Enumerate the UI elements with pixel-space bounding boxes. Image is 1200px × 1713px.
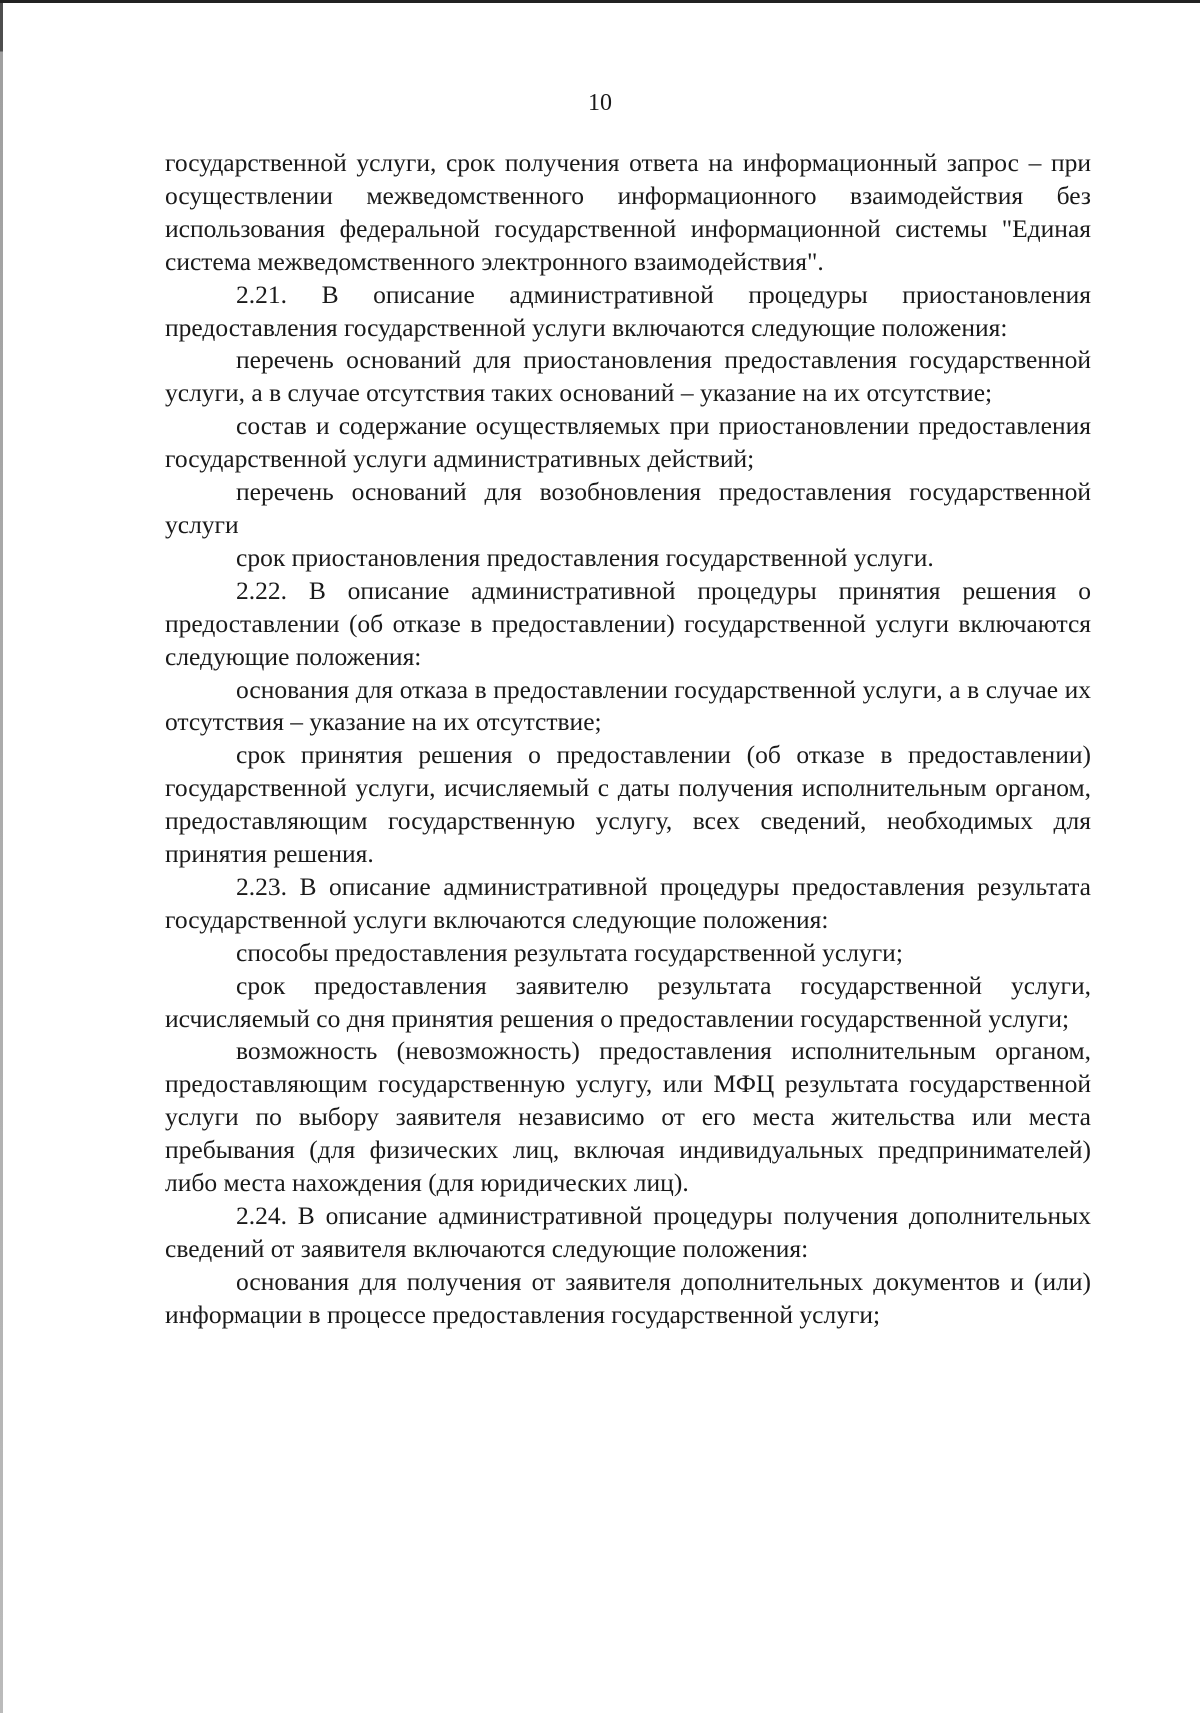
paragraph-list-item: срок приостановления предоставления государственной услуги. [236,542,934,572]
paragraph-list-item: основания для получения от заявителя дополнительных документов и (или) информации в процессе предоставления государственной услуги; [165,1266,1091,1329]
page-number: 10 [588,90,612,116]
scan-top-edge [0,0,1200,3]
paragraph-list-item: перечень оснований для возобновления предоставления государственной услуги [165,477,1091,539]
paragraph-2-23: 2.23. В описание административной процедуры предоставления результата государственной услуги включаются следующие положения: [165,871,1091,934]
paragraph-list-item: состав и содержание осуществляемых при приостановлении предоставления государственной услуги административных действий; [165,411,1091,474]
paragraph-2-21: 2.21. В описание административной процедуры приостановления предоставления государственной услуги включаются следующие положения: [165,279,1091,342]
paragraph-list-item: способы предоставления результата государственной услуги; [236,937,903,967]
paragraph-2-22: 2.22. В описание административной процедуры принятия решения о предоставлении (об отказе в предоставлении) государственной услуги включаются следующие положения: [165,575,1091,671]
paragraph-list-item: основания для отказа в предоставлении государственной услуги, а в случае их отсутствия – указание на их отсутствие; [165,674,1091,737]
paragraph-list-item: срок предоставления заявителю результата государственной услуги, исчисляемый со дня принятия решения о предоставлении государственной услуги; [165,970,1091,1033]
paragraph-continuation: государственной услуги, срок получения ответа на информационный запрос – при осуществлении межведомственного информационного взаимодействия без использования федеральной государственной информационной системы "Единая система межведомственного электронного взаимодействия". [165,148,1091,276]
document-body [165,147,1091,1332]
paragraph-2-24: 2.24. В описание административной процедуры получения дополнительных сведений от заявителя включаются следующие положения: [165,1201,1091,1263]
paragraph-list-item: перечень оснований для приостановления предоставления государственной услуги, а в случае отсутствия таких оснований – указание на их отсутствие; [165,345,1091,408]
paragraph-list-item: срок принятия решения о предоставлении (об отказе в предоставлении) государственной услуги, исчисляемый с даты получения исполнительным органом, предоставляющим государственную услугу, всех сведений, необходимых для принятия решения. [165,740,1091,869]
scan-left-edge [0,0,3,1713]
paragraph-list-item: возможность (невозможность) предоставления исполнительным органом, предоставляющим государственную услугу, или МФЦ результата государственной услуги по выбору заявителя независимо от его места жительства или места пребывания (для физических лиц, включая индивидуальных предпринимателей) либо места нахождения (для юридических лиц). [165,1036,1091,1198]
